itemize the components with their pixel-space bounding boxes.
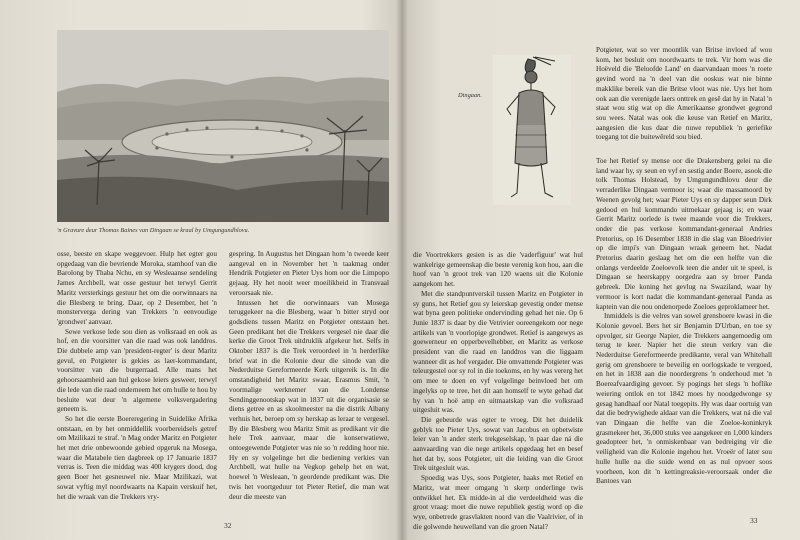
left-column-1 bbox=[57, 250, 217, 512]
paragraph: Spoedig was Uys, soos Potgieter, haaks met Retief en Maritz, wat meer omgang 'n skerp onderlinge twis ontwikkel het. Ek midde-in al die verdeeldheid was die groot vraag: moet die nuwe republiek gestig word op die wye, onbetrede grasvlakten noord van die Vaalrivier, of in die golwende heuwelland van die groen Natal? bbox=[413, 474, 583, 531]
paragraph: Inmiddels is die velres van sowel grensboere kwasi in die Kolonie gevoel. Bers het sir Benjamin D'Urban, en toe sy opvolger, sir George Napier, die Trekkers aangemoedig om terug te keer. Napier het die steun verkry van die Nederduitse Gereformeerde predikante, veral van Whitehall gerig om grensboere te beveilig en oorlogskade te vergoed, en het in 1838 aan die noordergrens 'n onderhoud met 'n Boereafvaardiging gevoer. Sy pogings het slegs 'n hoflike weiering ontlok en tot 1842 moes hy noodgedwonge sy gesag handhaaf oor Natal toegepits. Hy was daar oortuig van dat die bedrywighede aldaar van die Trekkers, wat ná die val van Dingaan die helfte van die Zoeloe-koninkryk grasmekeer het, 36,000 stuks vee aangekeer en 1,000 kinders geadopteer het, 'n onmiskenbaar van bedreiging vir die veiligheid van die Kolonie ingehou het. Vroeër of later sou hulle hulle na die suide wend en as nul opvoer soos voorheen, kon dit 'n kettingreaksie-veroorsaak onder die Bantoes van bbox=[596, 312, 772, 486]
right-column-2-top bbox=[596, 46, 772, 156]
paragraph: die Voortrekkers gesien is as die 'vaderfiguur' wat hul wankelrige gemeenskap die beste verenig kon hou, aan die hoof van 'n groot trek van 120 waens uit die Kolonie aangekom het. bbox=[413, 251, 583, 289]
page-number-left: 32 bbox=[224, 521, 232, 530]
dingaan-portrait bbox=[493, 55, 571, 205]
paragraph: Met die standpuntverskil tussen Maritz en Potgieter in sy guns, het Retief gou sy leierskap gevestig onder mense wat bynа geen politieke ondervinding gehad het nie. Op 6 Junie 1837 is daar by die Vetrivier ooreengekom oor nege artikels van 'n voorlopige grondwet. Retief is aangewys as goewerneur en opperbevelhebber, en Maritz as verkose president van die raad en landdros van die liggaam wanneer dit as hof vergader. Die omvattende Potgieter was teleurgestel oor sy rol in die toekoms, en hy was vererg het om mee te doen en vyf volgelinge beinvloed het om ingelyks op te tree, het dit aan homself te wyte gehad dat hy van 'n hoë amp en uitmaatskap van die volksraad uitgesluit was. bbox=[413, 289, 583, 415]
left-column-2 bbox=[229, 250, 389, 512]
paragraph: Intussen het die oorwinnaars van Mosega teruggekeer na die Blesberg, waar 'n bitter stryd oor godsdiens tussen Maritz en Potgieter ontstaan het. Geen predikant het die Trekkers vergesel nie daar die kerke die Groot Trek uitdruklik afgekeur het. Selfs in Oktober 1837 is die Trek veroordeel in 'n herderlike brief wat in die Kolonie deur die sinode van die Nederduitse Gereformeerde Kerk uitgereik is. In die omstandigheid het Maritz swaar, Erasmus Smit, 'n voormalige werknemer van die Londense Sendinggenootskap wat in 1837 uit die organisasie se diens getree en as skoolmeester na die distrik Albany verhuis het, beroep om sy herskap as leraar te vergesel. By die Blesberg wou Maritz Smit as predikant vir die hele Trek aanvaar, maar die konserwatiewe, ontoegewende Potgieter was nie so 'n redding hoor nie. Hy en sy volgelinge het die bediening verkies van Archbell, wat hulle na Vegkop gehelp het en wat, hoewel 'n Wesleaan, 'n geordende predikant was. Die twis het voortgeduur tot Pieter Retief, die man wat deur die meeste van bbox=[229, 298, 389, 501]
dingaan-kraal-engraving bbox=[57, 30, 389, 222]
paragraph: osse, beeste en skape weggevoer. Hulp het egter gou opgedaag van die bevriende Moroka, stamhoof van die Barolong by Thaba Nchu, en sy Wesleaanse sendeling James Archbell, wat osse gestuur het terwyl Gerrit Maritz versterkings gestuur het om die oorwinnaars na die Blesberg te bring. Daar, op 2 Desember, het 'n monsterverga dering van Trekkers 'n eenvoudige 'grondwet' aanvaar. bbox=[57, 250, 217, 326]
paragraph: gespring. In Augustus het Dingaan hom 'n tweede keer aangeval en in November het 'n taakmag onder Hendrik Potgieter en Pieter Uys hom oor die Limpopo gejaag. Hy het nooit weer moeilikheid in Transvaal veroorsaak nie. bbox=[229, 250, 389, 297]
engraving-caption: 'n Gravure deur Thomas Baines van Dingaan se kraal by Umgungundhlovu. bbox=[57, 227, 250, 234]
right-column-2 bbox=[596, 157, 772, 513]
page-number-right: 33 bbox=[750, 516, 758, 525]
book-gutter bbox=[396, 0, 408, 540]
right-column-1 bbox=[413, 251, 583, 531]
figure-caption: Dingaan. bbox=[458, 92, 482, 99]
paragraph: So het die eerste Boereregering in Suidelike Afrika ontstaan, en by het onmiddellik voorbereidsels getref om Mzilikazi te straf. 'n Mag onder Maritz en Potgieter het met drie onbewoonde gebied opgeruk na Mosega, waar die Matabele tien dagbreek op 17 Januarie 1837 verras is. Teen die middag was 400 krygers dood, dog geen Boer het gesneuwel nie. Maar Mzilikazi, wat sowat vyftig myl noordwaarts na Kapain verskuif het, het die wraak van die Trekkers vry- bbox=[57, 414, 217, 501]
paragraph: Die gebeurde was egter te vroeg. Dit het duidelik geblyk toe Pieter Uys, sowat van Jacobus en opbetwiste leier van 'n ander sterk trekgeselskap, 'n paar dae ná die aanvaarding van die nege artikels opgedaag het en besef het dat by, soos Potgieter, uit die leiding van die Groot Trek uitgesluit was. bbox=[413, 415, 583, 473]
paragraph: Potgieter, wat so ver moontlik van Britse invloed af wou kom, het besluit om noordwaarts te trek. Vir hom was die Hoëveld die 'Beloofde Land' en daarvandaan moes 'n roete gevind word na 'n deel van die ooskus wat nie binne makklike bereik van die Britse vloot was nie. Uys het hom ook aan die verenigde laers onttrek en gesê dat hy in Natal 'n staat wou stig wat op die Amerikaanse grondwet gegrond sou wees. Natal was ook die keuse van Retief en Maritz, aangesien die kus daar die nuwe republiek 'n geriefike toegang tot die buitewêreld sou bied. bbox=[596, 46, 772, 142]
paragraph: Toe het Retief sy mense oor die Drakensberg gelei na die land waar hy, sy seun en vyf en sestig ander Boere, asook die tolk Thomas Holstead, by Umgungundhlovu deur die verraderlike Dingaan vermoor is; waar die massamoord by Weenen gevolg het; waar Pieter Uys en sy dapper seun Dirk gedood en hul kommando uitmekaar gejaag is; en waar Gerrit Maritz oorlede is twee maande voor die Trekkers, onder die pas verkose kommandant-generaal Andries Pretorius, op 16 Desember 1838 in die slag van Bloedrivier op die impi's van Dingaan wraak geneem het. Nadat Pretorius daarin geslaag het om die een helfte van die onlangs verdeelde Zoeloevolk teen die ander uit te speel, is Dingaan se heerskappy oorgedra aan sy broer Panda gebreek. Die koning het gevlug na Swaziland, waar hy vermoor is kort nadat die kommandant-generaal Panda as kaptein van die nou ondenorpede Zoeloes geproklameer het. bbox=[596, 157, 772, 311]
paragraph: Sewe verkose lede sou dien as volksraad en ook as hof, en die voorsitter van die raad was ook landdros. Die dubbele amp van 'president-regter' is deur Maritz gevul, en Potgieter is gekies as laer-kommandant, voorsitter van die burgerraad. Alle mans het gehoorsaamheid aan hul gekose leiers gesweer, terwyl die lede van die raad onderneem het om hulle te hou by besluite wat deur 'n algemene volksvergadering geneem is. bbox=[57, 327, 217, 414]
